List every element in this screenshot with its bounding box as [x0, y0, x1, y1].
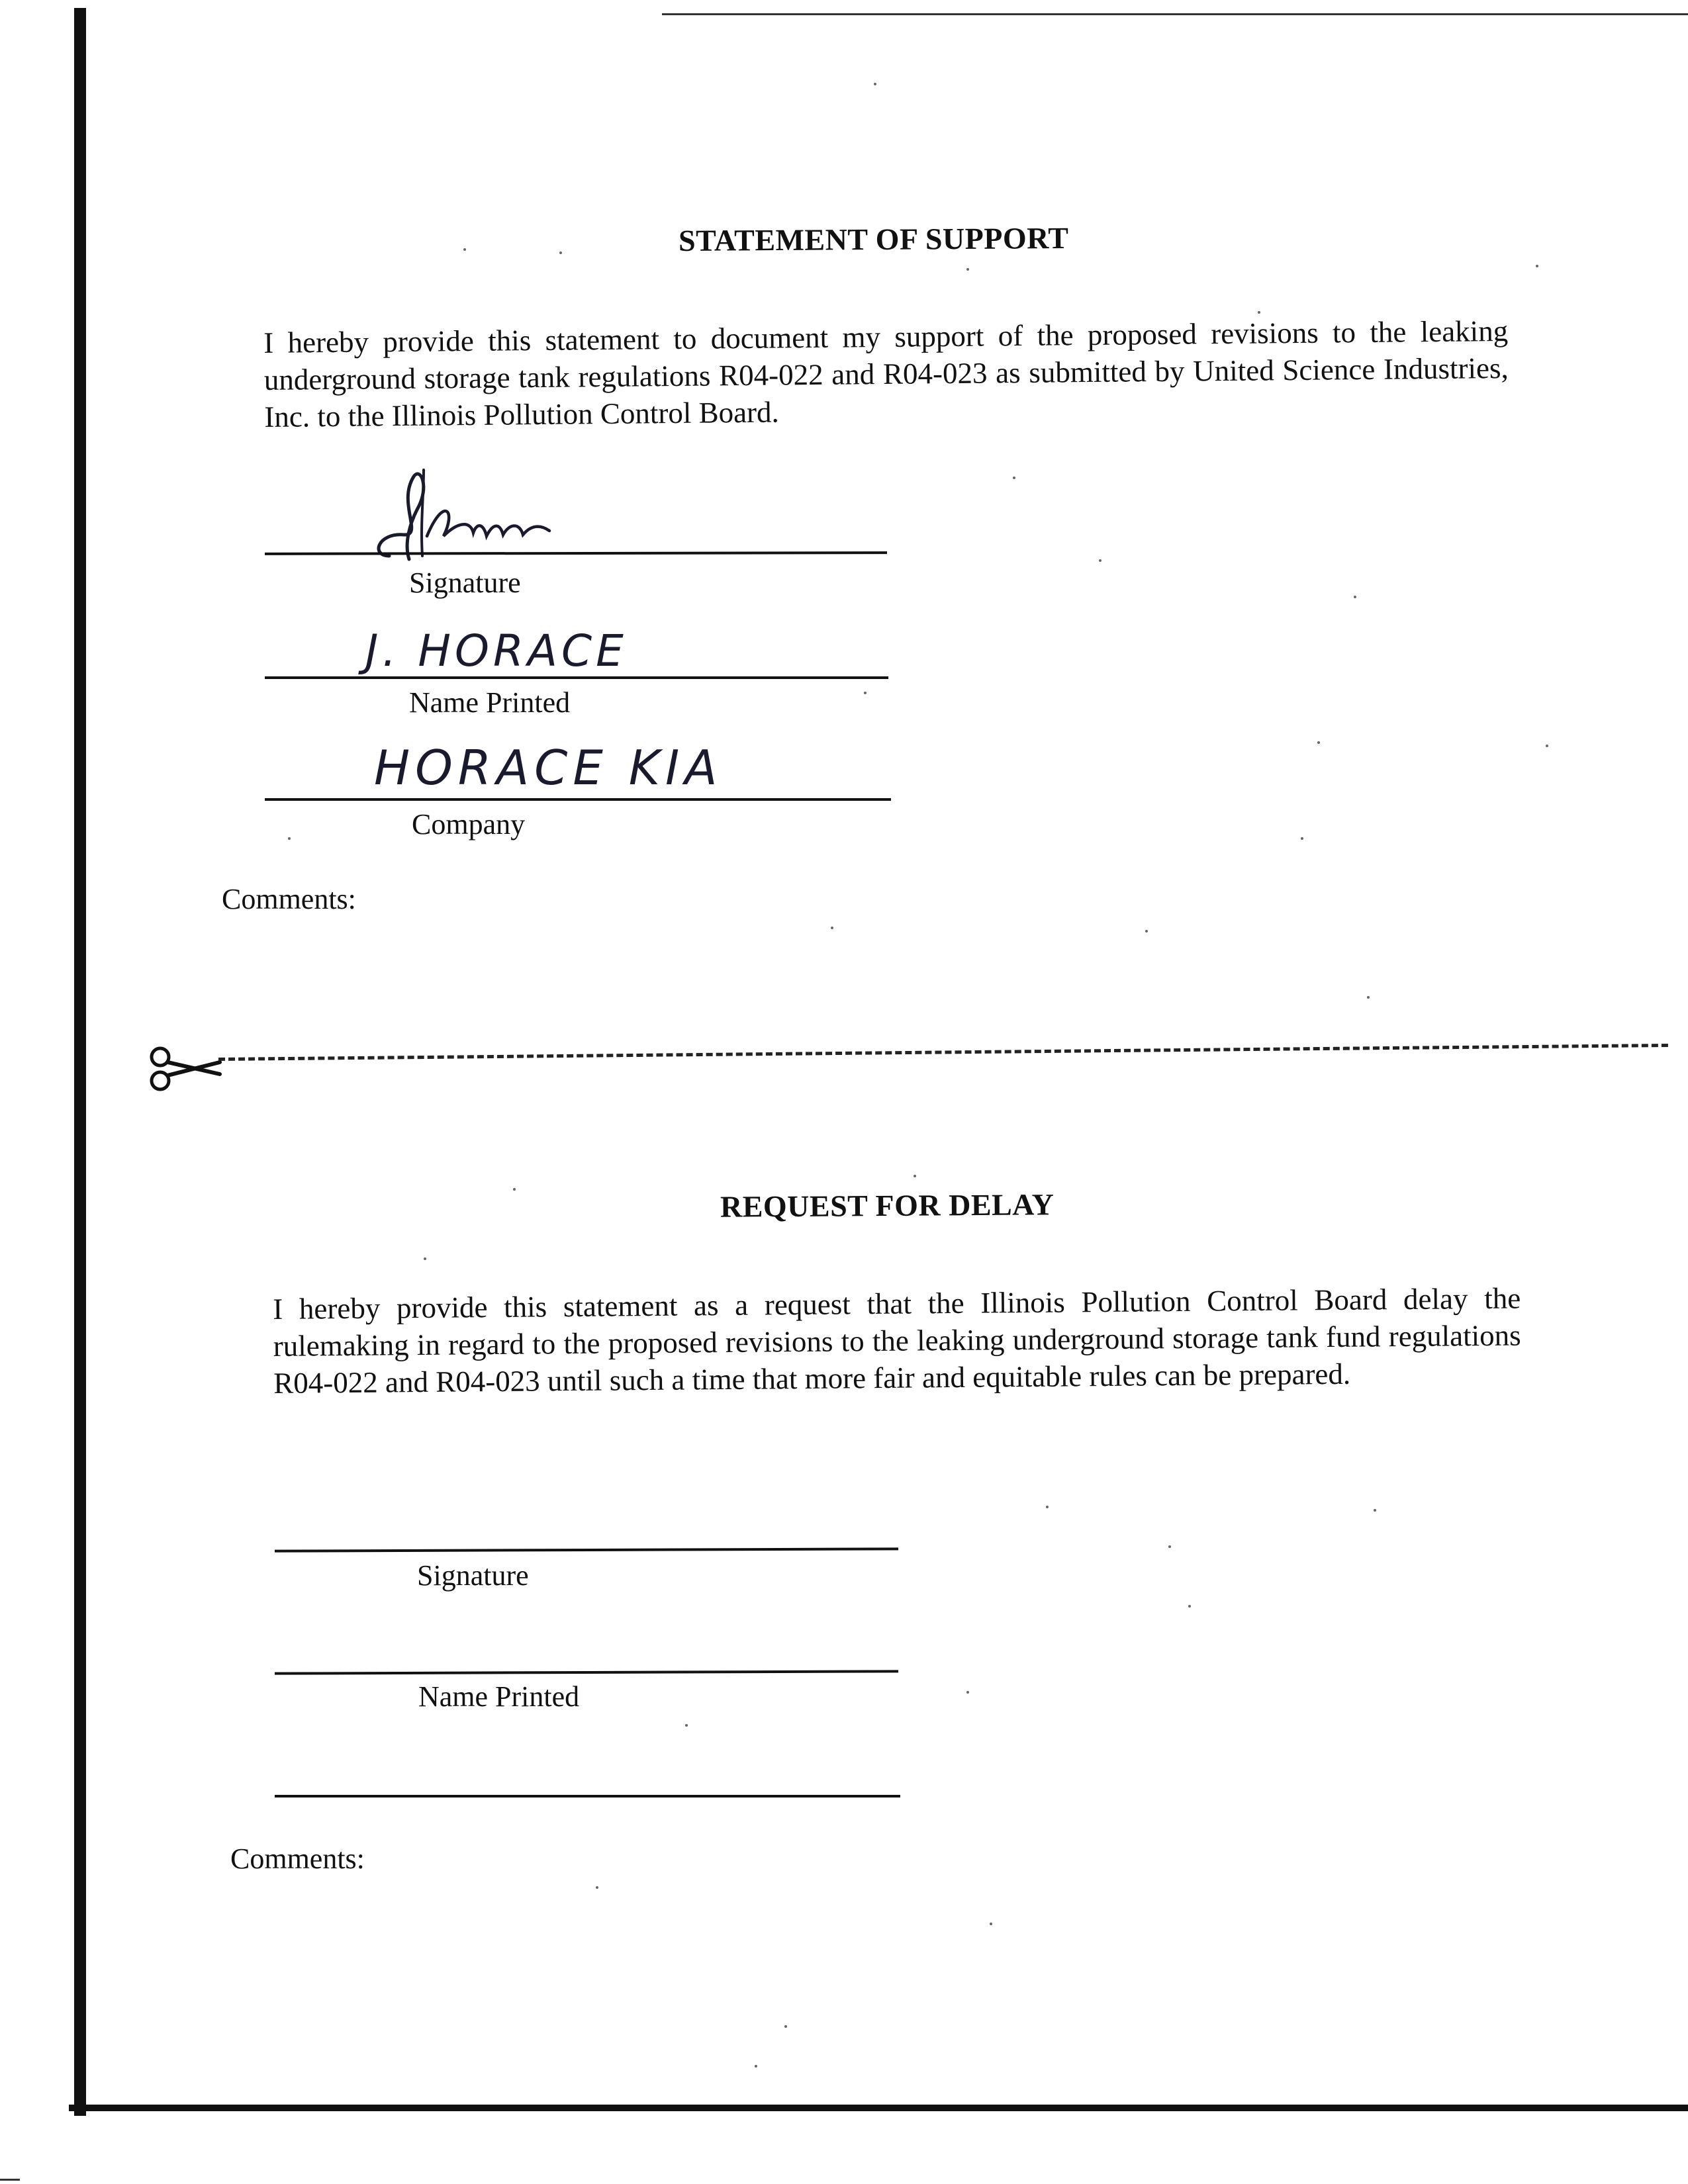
scan-edge-left	[74, 8, 86, 2116]
scan-speck	[1013, 477, 1015, 479]
scan-speck	[864, 692, 867, 694]
scan-speck	[1258, 311, 1260, 314]
support-name-value: J. HORACE	[365, 625, 628, 676]
scan-speck	[831, 927, 833, 929]
scan-edge-bottom	[69, 2105, 1688, 2111]
scan-speck	[874, 83, 876, 85]
support-company-line	[265, 798, 891, 801]
scissors-icon	[146, 1042, 225, 1095]
delay-name-line	[275, 1670, 898, 1674]
delay-signature-line	[275, 1547, 898, 1552]
delay-comments-label: Comments:	[230, 1843, 365, 1875]
support-company-label: Company	[412, 808, 526, 841]
scan-speck	[1099, 559, 1102, 562]
scan-speck	[1367, 996, 1370, 999]
scan-speck	[1536, 265, 1538, 267]
support-company-value: HORACE KIA	[374, 740, 723, 796]
scan-speck	[559, 251, 562, 254]
scan-speck	[513, 1188, 516, 1191]
support-title: STATEMENT OF SUPPORT	[678, 220, 1069, 258]
scan-speck	[966, 268, 969, 271]
support-name-line	[265, 676, 888, 679]
scan-speck	[424, 1257, 426, 1260]
scan-speck	[1188, 1605, 1191, 1608]
delay-statement: I hereby provide this statement as a request that the Illinois Pollution Control Board delay the rulemaking in regard to the proposed revisions to the leaking underground storage tank fund regulations R04-022 and R04-023 until such a time that more fair and equitable rules can be prepared.	[273, 1281, 1521, 1400]
delay-name-label: Name Printed	[418, 1680, 580, 1713]
delay-title: REQUEST FOR DELAY	[720, 1187, 1055, 1224]
scan-speck	[914, 1175, 916, 1177]
scan-speck	[755, 2065, 757, 2068]
support-statement: I hereby provide this statement to document my support of the proposed revisions to the leaking underground storage tank regulations R04-022 and R04-023 as submitted by United Science Industries, Inc. to the Illinois Pollution Control Board.	[263, 314, 1509, 433]
scan-edge-top	[662, 13, 1688, 15]
scan-mark	[0, 2179, 20, 2181]
delay-third-line	[275, 1795, 900, 1797]
scan-speck	[784, 2025, 787, 2028]
scan-speck	[1354, 596, 1356, 598]
scan-speck	[288, 837, 291, 840]
scan-speck	[1168, 1545, 1171, 1548]
scan-speck	[1145, 930, 1148, 933]
scan-speck	[1046, 1506, 1049, 1508]
scan-speck	[990, 1923, 992, 1925]
scan-speck	[966, 1691, 969, 1694]
support-signature-line	[265, 551, 887, 555]
cut-line	[218, 1044, 1668, 1061]
scan-speck	[1301, 837, 1303, 840]
support-name-label: Name Printed	[409, 686, 571, 719]
scan-speck	[685, 1724, 688, 1727]
scan-speck	[1317, 741, 1320, 744]
scan-speck	[596, 1886, 598, 1889]
support-comments-label: Comments:	[222, 883, 356, 915]
support-signature-label: Signature	[409, 567, 521, 599]
scan-speck	[463, 248, 466, 251]
scan-speck	[1374, 1509, 1376, 1512]
scan-speck	[1546, 745, 1548, 747]
delay-signature-label: Signature	[417, 1559, 529, 1592]
